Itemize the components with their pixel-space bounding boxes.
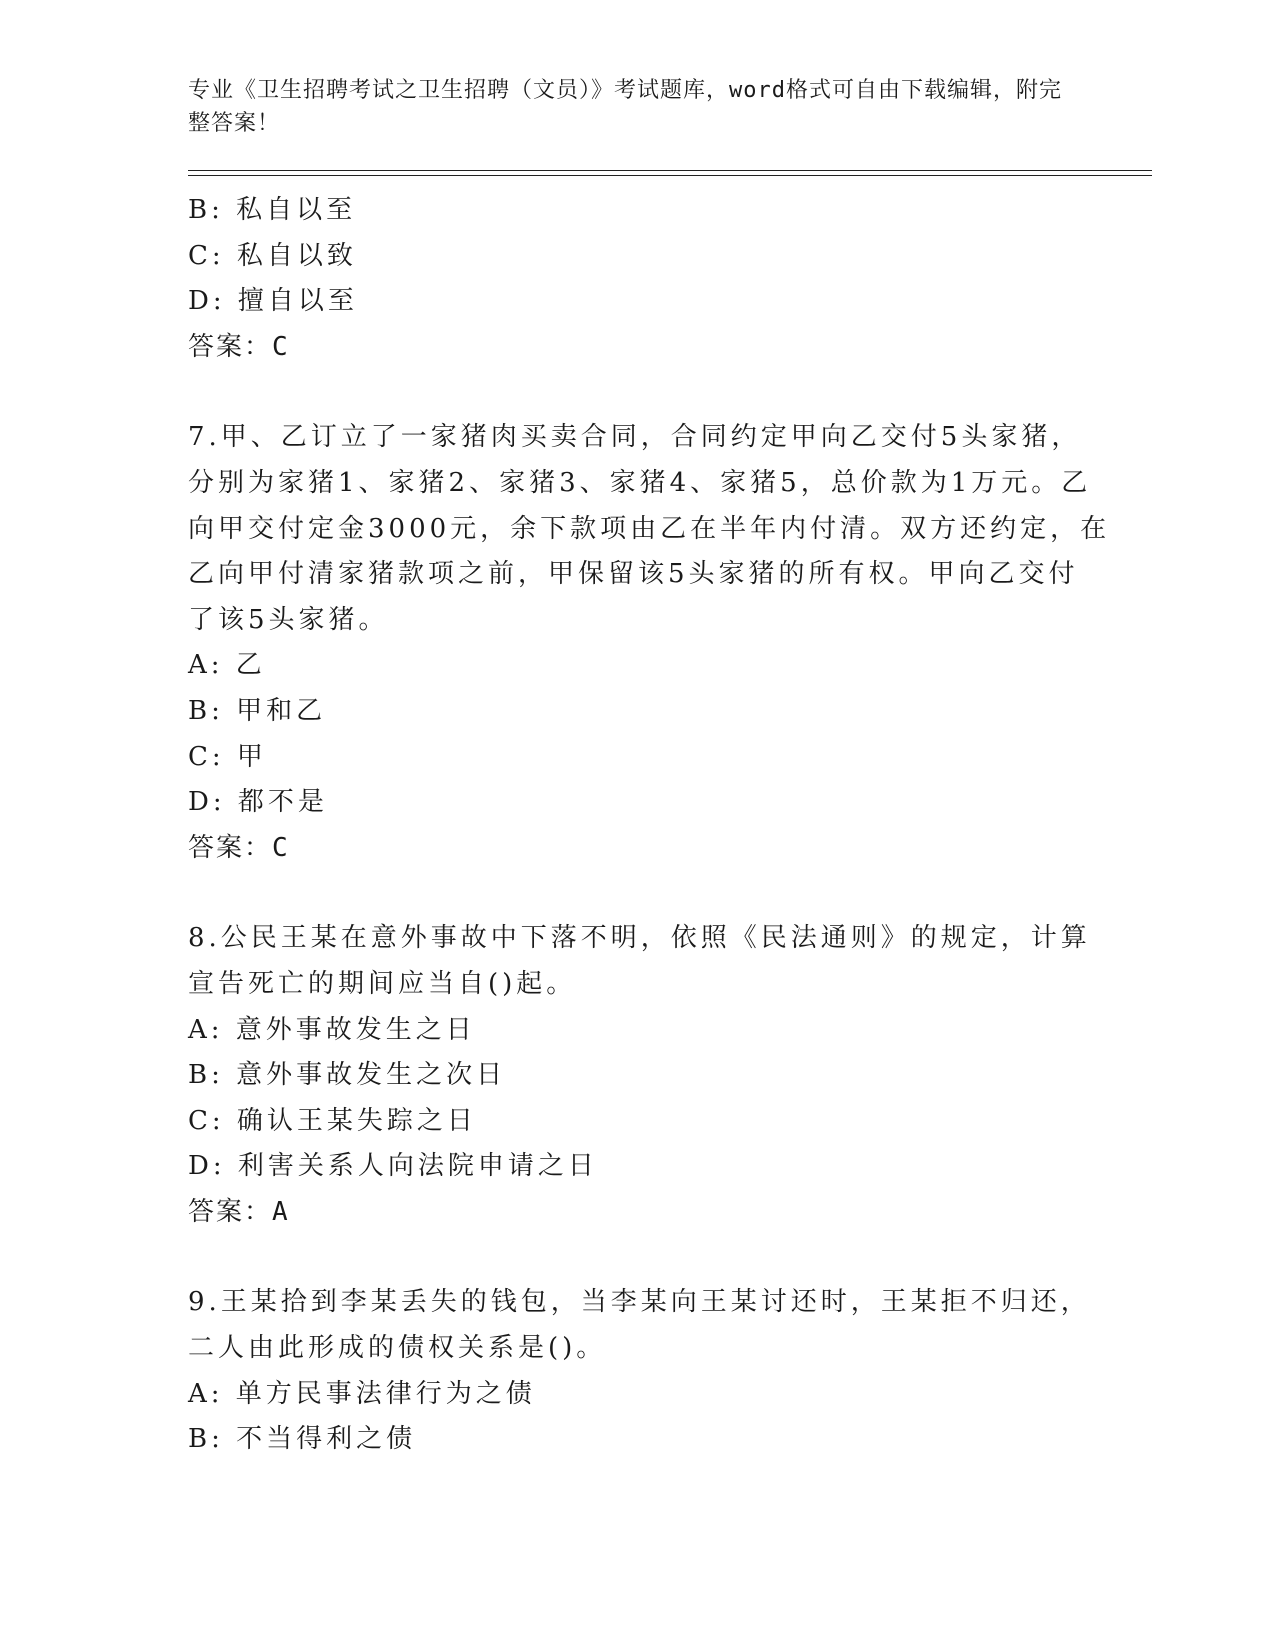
question-block-8 [188, 916, 1091, 1235]
question-text-line: 乙向甲付清家猪款项之前，甲保留该5头家猪的所有权。甲向乙交付 [188, 559, 1079, 590]
option-b: B: 意外事故发生之次日 [188, 1060, 507, 1091]
option-d: D: 擅自以至 [188, 286, 358, 317]
header-text: 专业《卫生招聘考试之卫生招聘（文员）》考试题库，word格式可自由下载编辑，附完整答案！ [188, 78, 1062, 136]
question-text-line: 8.公民王某在意外事故中下落不明，依照《民法通则》的规定，计算 [188, 923, 1091, 954]
option-c: C: 甲 [188, 741, 267, 772]
header-rule-bottom [188, 175, 1152, 176]
prev-question-block [188, 188, 1088, 370]
option-a: A: 意外事故发生之日 [188, 1014, 476, 1045]
question-block-9 [188, 1280, 1091, 1462]
option-b: B: 私自以至 [188, 195, 357, 225]
question-text-line: 9.王某拾到李某丢失的钱包，当李某向王某讨还时，王某拒不归还， [188, 1287, 1091, 1318]
option-b: B: 甲和乙 [188, 695, 327, 726]
question-text-line: 向甲交付定金3000元，余下款项由乙在半年内付清。双方还约定，在 [188, 513, 1111, 544]
option-a: A: 单方民事法律行为之债 [188, 1378, 536, 1409]
option-d: D: 都不是 [188, 787, 328, 818]
option-b: B: 不当得利之债 [188, 1424, 417, 1455]
question-text-line: 二人由此形成的债权关系是()。 [188, 1333, 607, 1364]
option-c: C: 私自以致 [188, 240, 357, 271]
document-body [188, 188, 1111, 1463]
header-rule-top [188, 170, 1152, 171]
question-text-line: 了该5头家猪。 [188, 604, 389, 635]
question-block-7 [188, 415, 1111, 871]
question-text-line: 分别为家猪1、家猪2、家猪3、家猪4、家猪5，总价款为1万元。乙 [188, 467, 1092, 498]
option-c: C: 确认王某失踪之日 [188, 1105, 477, 1136]
document-header [188, 74, 1068, 140]
question-text-line: 宣告死亡的期间应当自()起。 [188, 968, 577, 999]
answer-line: 答案：A [188, 1196, 290, 1227]
question-text-line: 7.甲、乙订立了一家猪肉买卖合同，合同约定甲向乙交付5头家猪， [188, 422, 1082, 453]
answer-line: 答案：C [188, 331, 290, 362]
answer-line: 答案：C [188, 832, 290, 863]
option-d: D: 利害关系人向法院申请之日 [188, 1151, 598, 1182]
option-a: A: 乙 [188, 650, 266, 681]
